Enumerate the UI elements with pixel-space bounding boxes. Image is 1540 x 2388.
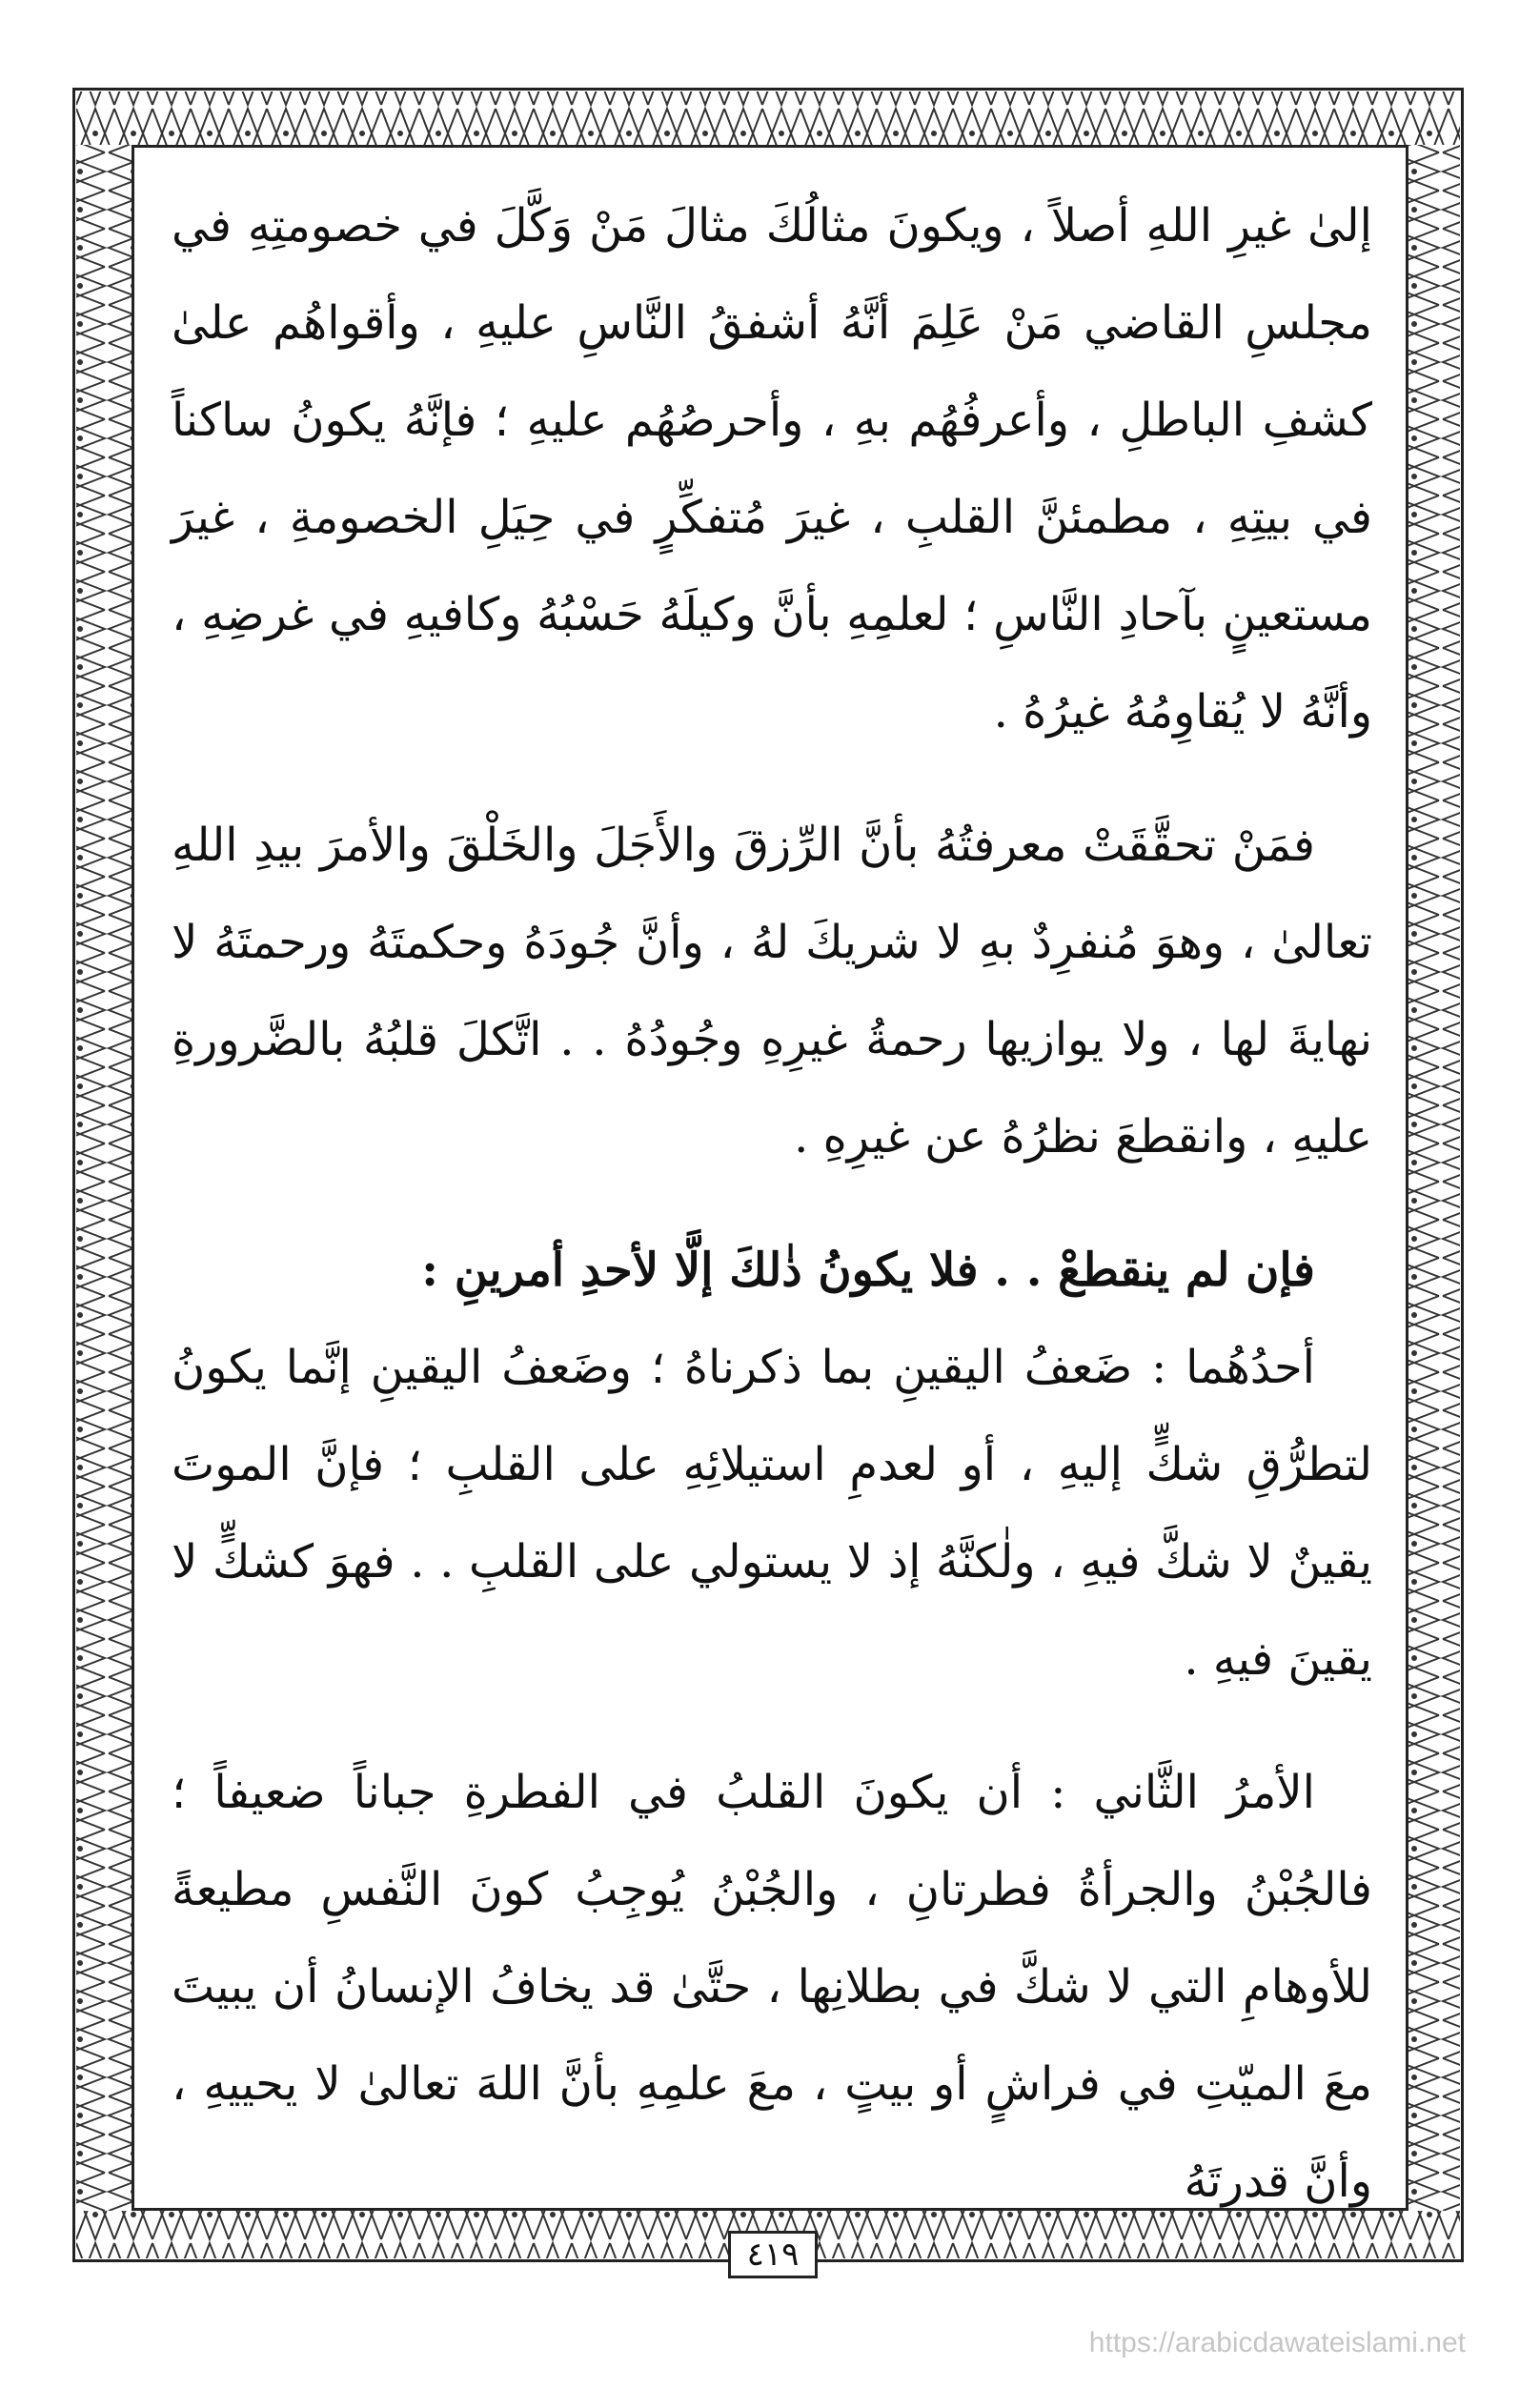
- page-body: [172, 177, 1373, 2208]
- paragraph-2: فمَنْ تحقَّقَتْ معرفتُهُ بأنَّ الرِّزقَ والأَجَلَ والخَلْقَ والأمرَ بيدِ اللهِ تعالىٰ ، وهوَ مُنفرِدٌ بهِ لا شريكَ لهُ ، وأنَّ جُودَهُ وحكمتَهُ ورحمتَهُ لا نهايةَ لها ، ولا يوازيها رحمةُ غيرِهِ وجُودُهُ . . اتَّكلَ قلبُهُ بالضَّرورةِ عليهِ ، وانقطعَ نظرُهُ عن غيرِهِ .: [172, 819, 1372, 1164]
- paragraph-4: أحدُهُما : ضَعفُ اليقينِ بما ذكرناهُ ؛ وضَعفُ اليقينِ إنَّما يكونُ لتطرُّقِ شكٍّ إليهِ ، أو لعدمِ استيلائِهِ على القلبِ ؛ فإنَّ الموتَ يقينٌ لا شكَّ فيهِ ، ولٰكنَّهُ إذ لا يستولي على القلبِ . . فهوَ كشكٍّ لا يقينَ فيهِ .: [172, 1341, 1372, 1686]
- paragraph-3: فإن لم ينقطعْ . . فلا يكونُ ذٰلكَ إلَّا لأحدِ أمرينِ :: [421, 1244, 1315, 1297]
- page-number: ٤١٩: [728, 2231, 818, 2278]
- watermark-url: https://arabicdawateislami.net: [1088, 2327, 1466, 2358]
- paragraph-5: الأمرُ الثَّاني : أن يكونَ القلبُ في الفطرةِ جباناً ضعيفاً ؛ فالجُبْنُ والجرأةُ فطرتانِ ، والجُبْنُ يُوجِبُ كونَ النَّفسِ مطيعةً للأوهامِ التي لا شكَّ في بطلانِها ، حتَّىٰ قد يخافُ الإنسانُ أن يبيتَ معَ الميّتِ في فراشٍ أو بيتٍ ، معَ علمِهِ بأنَّ اللهَ تعالىٰ لا يحييهِ ، وأنَّ قدرتَهُ: [172, 1766, 1372, 2208]
- paragraph-1: إلىٰ غيرِ اللهِ أصلاً ، ويكونَ مثالُكَ مثالَ مَنْ وَكَّلَ في خصومتِهِ في مجلسِ القاضي مَنْ عَلِمَ أنَّهُ أشفقُ النَّاسِ عليهِ ، وأقواهُم علىٰ كشفِ الباطلِ ، وأعرفُهُم بهِ ، وأحرصُهُم عليهِ ؛ فإنَّهُ يكونُ ساكناً في بيتِهِ ، مطمئنَّ القلبِ ، غيرَ مُتفكِّرٍ في حِيَلِ الخصومةِ ، غيرَ مستعينٍ بآحادِ النَّاسِ ؛ لعلمِهِ بأنَّ وكيلَهُ حَسْبُهُ وكافيهِ في غرضِهِ ، وأنَّهُ لا يُقاوِمُهُ غيرُهُ .: [172, 199, 1373, 739]
